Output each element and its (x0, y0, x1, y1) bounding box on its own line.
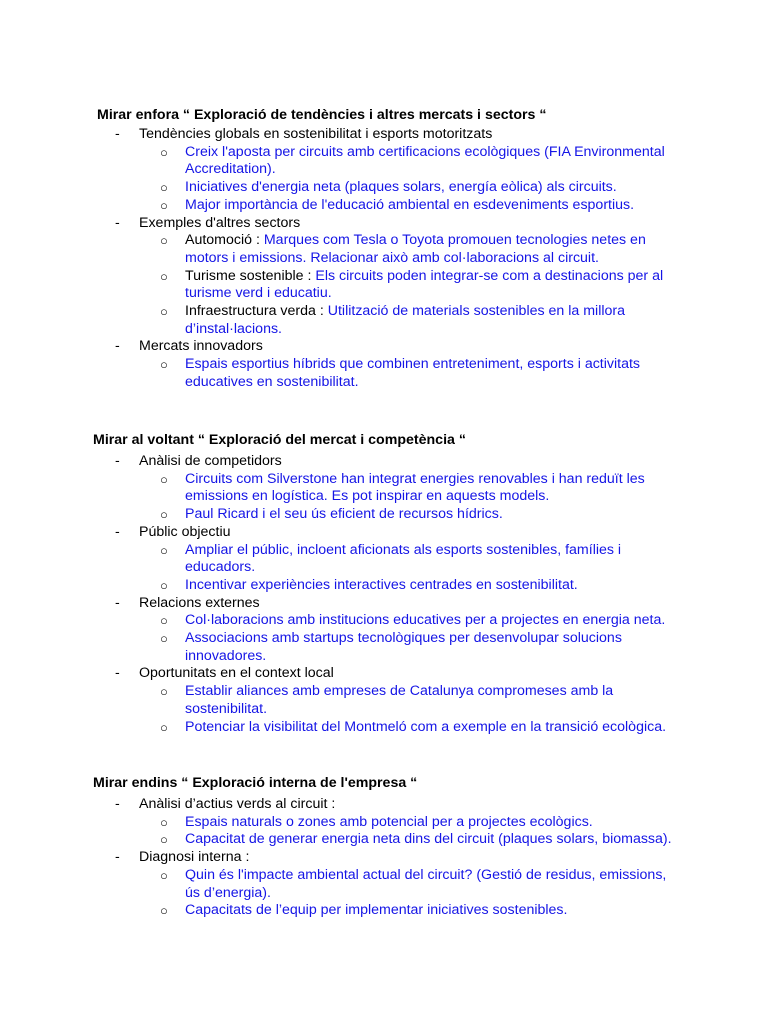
sub-list-item (160, 831, 685, 849)
bullet-list (0, 796, 768, 920)
list-item (0, 215, 768, 339)
circle-bullet-icon: ○ (160, 613, 168, 629)
circle-bullet-icon: ○ (160, 357, 168, 373)
circle-bullet-icon: ○ (160, 684, 168, 700)
dash-bullet-icon: - (115, 126, 120, 142)
circle-bullet-icon: ○ (160, 631, 168, 647)
sub-list-item (160, 718, 685, 737)
section-looking-inward (0, 774, 768, 920)
list-item-label: Mercats innovadors (139, 338, 263, 355)
circle-bullet-icon: ○ (160, 180, 168, 196)
circle-bullet-icon: ○ (160, 233, 168, 249)
section-heading: Mirar enfora “ Exploració de tendències i altres mercats i sectors “ (97, 107, 547, 123)
bullet-list (0, 126, 768, 392)
sub-list-item (160, 813, 675, 832)
sub-list-item (160, 683, 675, 718)
circle-bullet-icon: ○ (160, 507, 168, 523)
sub-list-item (160, 303, 675, 338)
list-item-label: Oportunitats en el context local (139, 665, 334, 682)
sub-item-lead: Infraestructura verda : (185, 303, 328, 320)
list-item-label: Anàlisi d’actius verds al circuit : (139, 796, 336, 812)
circle-bullet-icon: ○ (160, 814, 168, 830)
dash-bullet-icon: - (115, 453, 120, 469)
sub-list (139, 612, 768, 665)
sub-list-item (160, 902, 675, 920)
dash-bullet-icon: - (115, 594, 120, 611)
sub-item-text: Potenciar la visibilitat del Montmeló com a exemple en la transició ecològica. (185, 718, 667, 735)
sub-list-item (160, 630, 675, 665)
sub-list (139, 683, 768, 736)
circle-bullet-icon: ○ (160, 832, 168, 848)
list-item (0, 338, 768, 391)
sub-list-item (160, 143, 675, 179)
list-item-label: Anàlisi de competidors (139, 453, 282, 469)
list-item-label: Públic objectiu (139, 523, 231, 540)
dash-bullet-icon: - (115, 665, 120, 682)
sub-list (139, 232, 768, 338)
sub-list (139, 471, 768, 524)
circle-bullet-icon: ○ (160, 903, 168, 919)
circle-bullet-icon: ○ (160, 144, 168, 160)
sub-item-text: Capacitats de l’equip per implementar iniciatives sostenibles. (185, 902, 568, 919)
sub-list (139, 356, 768, 391)
section-heading: Mirar endins “ Exploració interna de l'empresa “ (93, 775, 418, 791)
circle-bullet-icon: ○ (160, 719, 168, 735)
list-item (0, 595, 768, 666)
sub-item-text: Ampliar el públic, incloent aficionats als esports sostenibles, famílies i educadors. (185, 541, 622, 576)
list-item-label: Relacions externes (139, 594, 260, 611)
sub-item-text: Marques com Tesla o Toyota promouen tecnologies netes en motors i emissions. Relacionar això amb col·laboracions al circuit. (185, 232, 646, 266)
sub-list-item (160, 179, 675, 197)
circle-bullet-icon: ○ (160, 577, 168, 593)
sub-list-item (160, 506, 675, 524)
section-looking-around (0, 431, 768, 736)
list-item (0, 524, 768, 595)
sub-list (139, 867, 768, 920)
sub-list-item (160, 232, 675, 267)
list-item (0, 453, 768, 524)
dash-bullet-icon: - (115, 214, 120, 231)
sub-list-item (160, 576, 675, 595)
sub-item-text: Utilització de materials sostenibles en la millora d’instal·lacions. (185, 303, 626, 337)
section-looking-outward (0, 106, 768, 392)
list-item-label: Tendències globals en sostenibilitat i esports motoritzats (139, 126, 493, 142)
list-item (0, 849, 768, 920)
list-item (0, 796, 768, 849)
dash-bullet-icon: - (115, 849, 120, 866)
circle-bullet-icon: ○ (160, 304, 168, 320)
section-heading: Mirar al voltant “ Exploració del mercat i competència “ (93, 432, 466, 448)
sub-item-text: Establir aliances amb empreses de Catalunya compromeses amb la sostenibilitat. (185, 683, 614, 717)
bullet-list (0, 453, 768, 736)
sub-item-text: Associacions amb startups tecnològiques per desenvolupar solucions innovadores. (185, 630, 622, 664)
sub-item-text: Iniciatives d'energia neta (plaques solars, energía eòlica) als circuits. (185, 179, 617, 196)
circle-bullet-icon: ○ (160, 268, 168, 284)
sub-item-lead: Turisme sostenible : (185, 267, 316, 284)
sub-item-text: Major importància de l'educació ambiental en esdeveniments esportius. (185, 196, 635, 213)
sub-list-item (160, 541, 675, 577)
circle-bullet-icon: ○ (160, 197, 168, 213)
sub-list-item (160, 267, 675, 303)
sub-item-text: Incentivar experiències interactives centrades en sostenibilitat. (185, 576, 578, 593)
sub-item-text: Capacitat de generar energia neta dins del circuit (plaques solars, biomassa). (185, 831, 672, 848)
sub-list-item (160, 866, 675, 902)
dash-bullet-icon: - (115, 338, 120, 355)
sub-item-text: Circuits com Silverstone han integrat energies renovables i han reduït les emissions en logística. Es pot inspirar en aquests models. (185, 470, 645, 505)
list-item-label: Diagnosi interna : (139, 849, 250, 866)
sub-list-item (160, 470, 675, 506)
dash-bullet-icon: - (115, 796, 120, 812)
dash-bullet-icon: - (115, 523, 120, 540)
list-item (0, 665, 768, 736)
sub-item-text: Els circuits poden integrar-se com a destinacions per al turisme verd i educatiu. (185, 267, 664, 302)
list-item-label: Exemples d'altres sectors (139, 214, 301, 231)
sub-list-item (160, 356, 675, 391)
sub-item-text: Espais naturals o zones amb potencial per a projectes ecològics. (185, 813, 593, 830)
sub-item-text: Creix l'aposta per circuits amb certificacions ecològiques (FIA Environmental Accreditation). (185, 143, 665, 178)
sub-item-text: Paul Ricard i el seu ús eficient de recursos hídrics. (185, 506, 503, 523)
sub-list-item (160, 612, 675, 630)
sub-list (139, 814, 768, 849)
sub-list (139, 144, 768, 215)
list-item (0, 126, 768, 215)
sub-list-item (160, 196, 675, 215)
sub-list (139, 542, 768, 595)
circle-bullet-icon: ○ (160, 471, 168, 487)
circle-bullet-icon: ○ (160, 867, 168, 883)
circle-bullet-icon: ○ (160, 542, 168, 558)
sub-item-text: Espais esportius híbrids que combinen entreteniment, esports i activitats educatives en sostenibilitat. (185, 356, 641, 390)
sub-item-lead: Automoció : (185, 232, 264, 249)
sub-item-text: Quin és l'impacte ambiental actual del circuit? (Gestió de residus, emissions, ús d’energia). (185, 866, 667, 901)
sub-item-text: Col·laboracions amb institucions educatives per a projectes en energia neta. (185, 612, 666, 629)
